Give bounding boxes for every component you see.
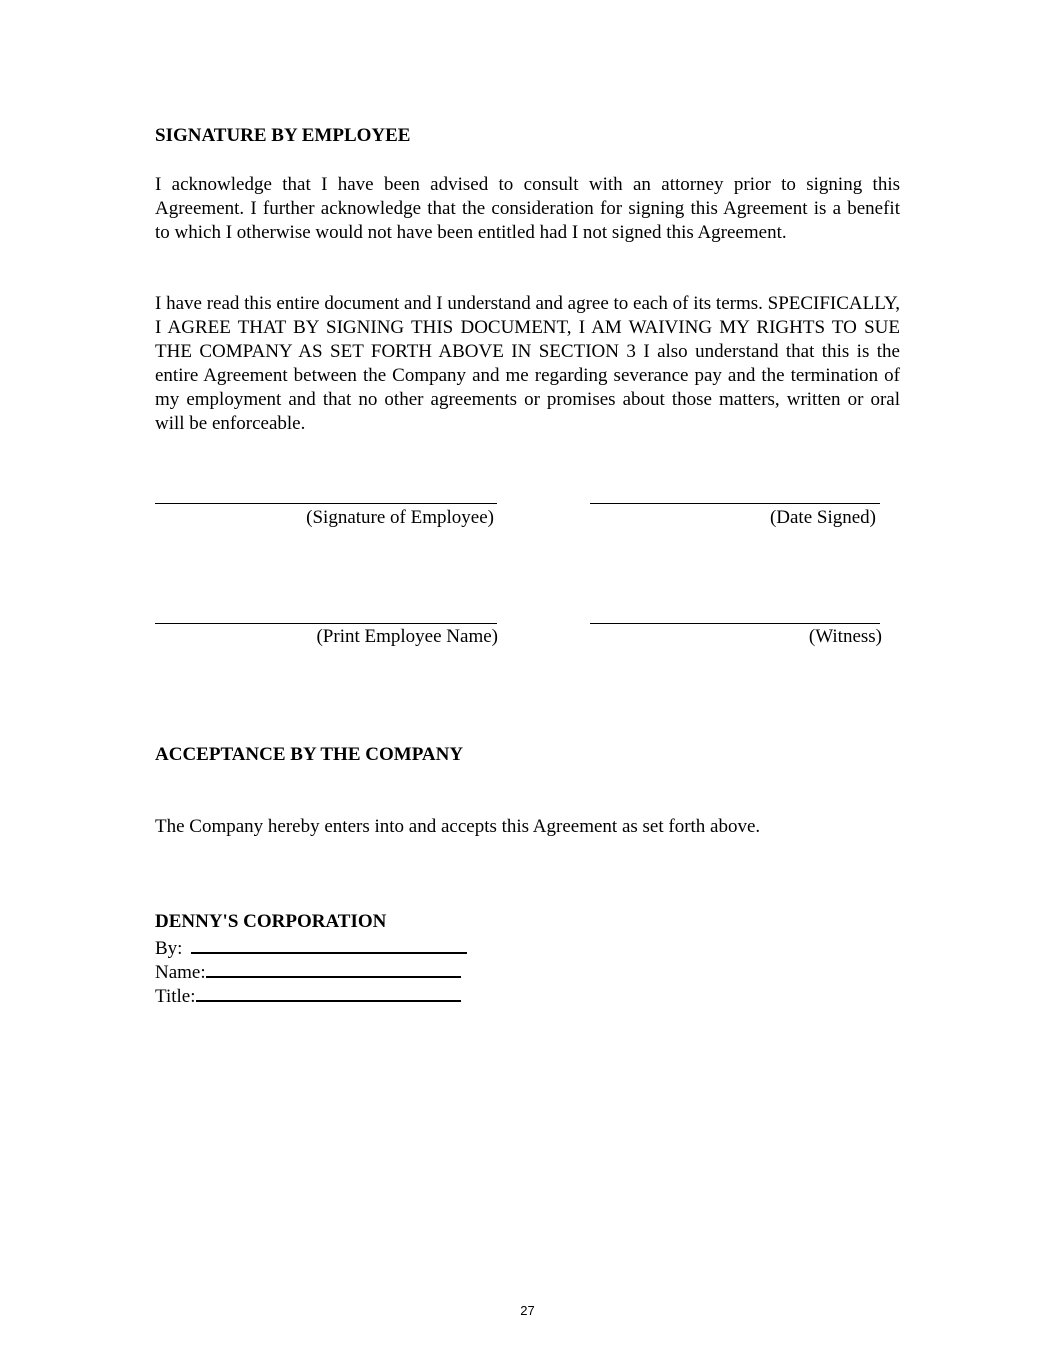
- print-employee-name-line[interactable]: [155, 623, 497, 624]
- title-label: Title:: [155, 986, 196, 1007]
- agreement-terms-paragraph: I have read this entire document and I understand and agree to each of its terms. SPECIFICALLY, I AGREE THAT BY SIGNING THIS DOCUMENT, I AM WAIVING MY RIGHTS TO SUE THE COMPANY AS SET FORTH ABOVE IN SECTION 3 I also understand that this is the entire Agreement between the Company and me regarding severance pay and the termination of my employment and that no other agreements or promises about those matters, written or oral will be enforceable.: [155, 293, 900, 434]
- company-acceptance-heading: ACCEPTANCE BY THE COMPANY: [155, 744, 464, 765]
- by-field: [155, 934, 467, 961]
- name-label: Name:: [155, 962, 206, 983]
- title-field: [155, 982, 461, 1009]
- employee-signature-line[interactable]: [155, 503, 497, 504]
- date-signed-label: (Date Signed): [769, 507, 876, 528]
- by-label: By:: [155, 938, 183, 959]
- employee-signature-label: (Signature of Employee): [306, 507, 494, 528]
- date-signed-line[interactable]: [590, 503, 880, 504]
- company-name: DENNY'S CORPORATION: [155, 911, 387, 932]
- page-number: 27: [520, 1303, 535, 1318]
- employee-signature-heading: SIGNATURE BY EMPLOYEE: [155, 125, 411, 146]
- witness-label: (Witness): [808, 626, 882, 647]
- name-input-line[interactable]: [206, 958, 461, 978]
- print-employee-name-label: (Print Employee Name): [316, 626, 498, 647]
- acknowledgement-paragraph: I acknowledge that I have been advised to consult with an attorney prior to signing this Agreement. I further acknowledge that the consideration for signing this Agreement is a benefit to which I otherwise would not have been entitled had I not signed this Agreement.: [155, 174, 900, 243]
- by-input-line[interactable]: [191, 934, 467, 954]
- company-acceptance-paragraph: The Company hereby enters into and accepts this Agreement as set forth above.: [155, 816, 761, 837]
- witness-line[interactable]: [590, 623, 880, 624]
- title-input-line[interactable]: [196, 982, 461, 1002]
- name-field: [155, 958, 461, 985]
